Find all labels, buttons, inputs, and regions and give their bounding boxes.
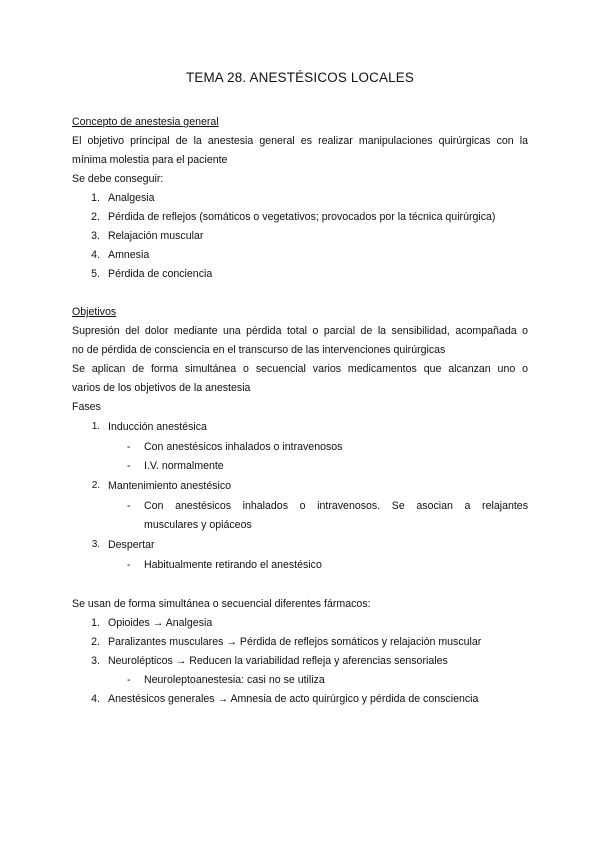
- paragraph-line: El objetivo principal de la anestesia general es realizar manipulaciones quirúrgicas con la: [72, 135, 528, 147]
- list-item: Anestésicos generales → Amnesia de acto quirúrgico y pérdida de consciencia: [108, 693, 479, 705]
- sub-item: Con anestésicos inhalados o intravenosos: [144, 441, 343, 453]
- paragraph-line: Se aplican de forma simultánea o secuencial varios medicamentos que alcanzan uno o: [72, 363, 528, 375]
- dash-bullet: -: [127, 674, 131, 686]
- list-intro: Se usan de forma simultánea o secuencial diferentes fármacos:: [72, 598, 371, 610]
- paragraph-line: varios de los objetivos de la anestesia: [72, 382, 251, 394]
- dash-bullet: -: [127, 441, 131, 453]
- sub-item: musculares y opiáceos: [144, 519, 252, 531]
- list-number: 3.: [91, 655, 100, 667]
- list-item: Analgesia: [108, 192, 155, 204]
- list-item: Relajación muscular: [108, 230, 204, 242]
- list-number: 2.: [91, 211, 100, 223]
- list-number: 5.: [91, 268, 100, 280]
- sub-item: Con anestésicos inhalados o intravenosos. Se asocian a relajantes: [144, 500, 528, 512]
- paragraph-line: Supresión del dolor mediante una pérdida total o parcial de la sensibilidad, acompañada o: [72, 325, 528, 337]
- paragraph-line: no de pérdida de consciencia en el transcurso de las intervenciones quirúrgicas: [72, 344, 446, 356]
- list-number: 4.: [91, 693, 100, 705]
- list-item: Inducción anestésica: [108, 421, 207, 433]
- list-number: 2.: [91, 636, 100, 648]
- sub-item: Habitualmente retirando el anestésico: [144, 559, 322, 571]
- list-number: 1.: [91, 617, 100, 629]
- paragraph-line: mínima molestia para el paciente: [72, 154, 228, 166]
- list-item: Pérdida de reflejos (somáticos o vegetativos; provocados por la técnica quirúrgica): [108, 211, 496, 223]
- section-heading-concepto: Concepto de anestesia general: [72, 116, 219, 128]
- list-item: Amnesia: [108, 249, 150, 261]
- dash-bullet: -: [127, 500, 131, 512]
- fases-label: Fases: [72, 401, 101, 413]
- dash-bullet: -: [127, 559, 131, 571]
- list-item: Paralizantes musculares → Pérdida de reflejos somáticos y relajación muscular: [108, 636, 482, 648]
- list-number: 1.: [91, 421, 100, 432]
- list-number: 3.: [91, 230, 100, 242]
- list-item: Despertar: [108, 539, 155, 551]
- dash-bullet: -: [127, 460, 131, 472]
- list-item: Neurolépticos → Reducen la variabilidad refleja y aferencias sensoriales: [108, 655, 448, 667]
- list-item: Mantenimiento anestésico: [108, 480, 232, 492]
- list-number: 3.: [91, 539, 100, 550]
- page-title: TEMA 28. ANESTÉSICOS LOCALES: [185, 70, 415, 85]
- list-number: 2.: [91, 480, 100, 491]
- list-item: Opioides → Analgesia: [108, 617, 213, 629]
- list-number: 4.: [91, 249, 100, 261]
- sub-item: Neuroleptoanestesia: casi no se utiliza: [144, 674, 325, 686]
- sub-item: I.V. normalmente: [144, 460, 224, 472]
- section-heading-objetivos: Objetivos: [72, 306, 117, 318]
- list-intro: Se debe conseguir:: [72, 173, 164, 185]
- list-item: Pérdida de conciencia: [108, 268, 213, 280]
- list-number: 1.: [91, 192, 100, 204]
